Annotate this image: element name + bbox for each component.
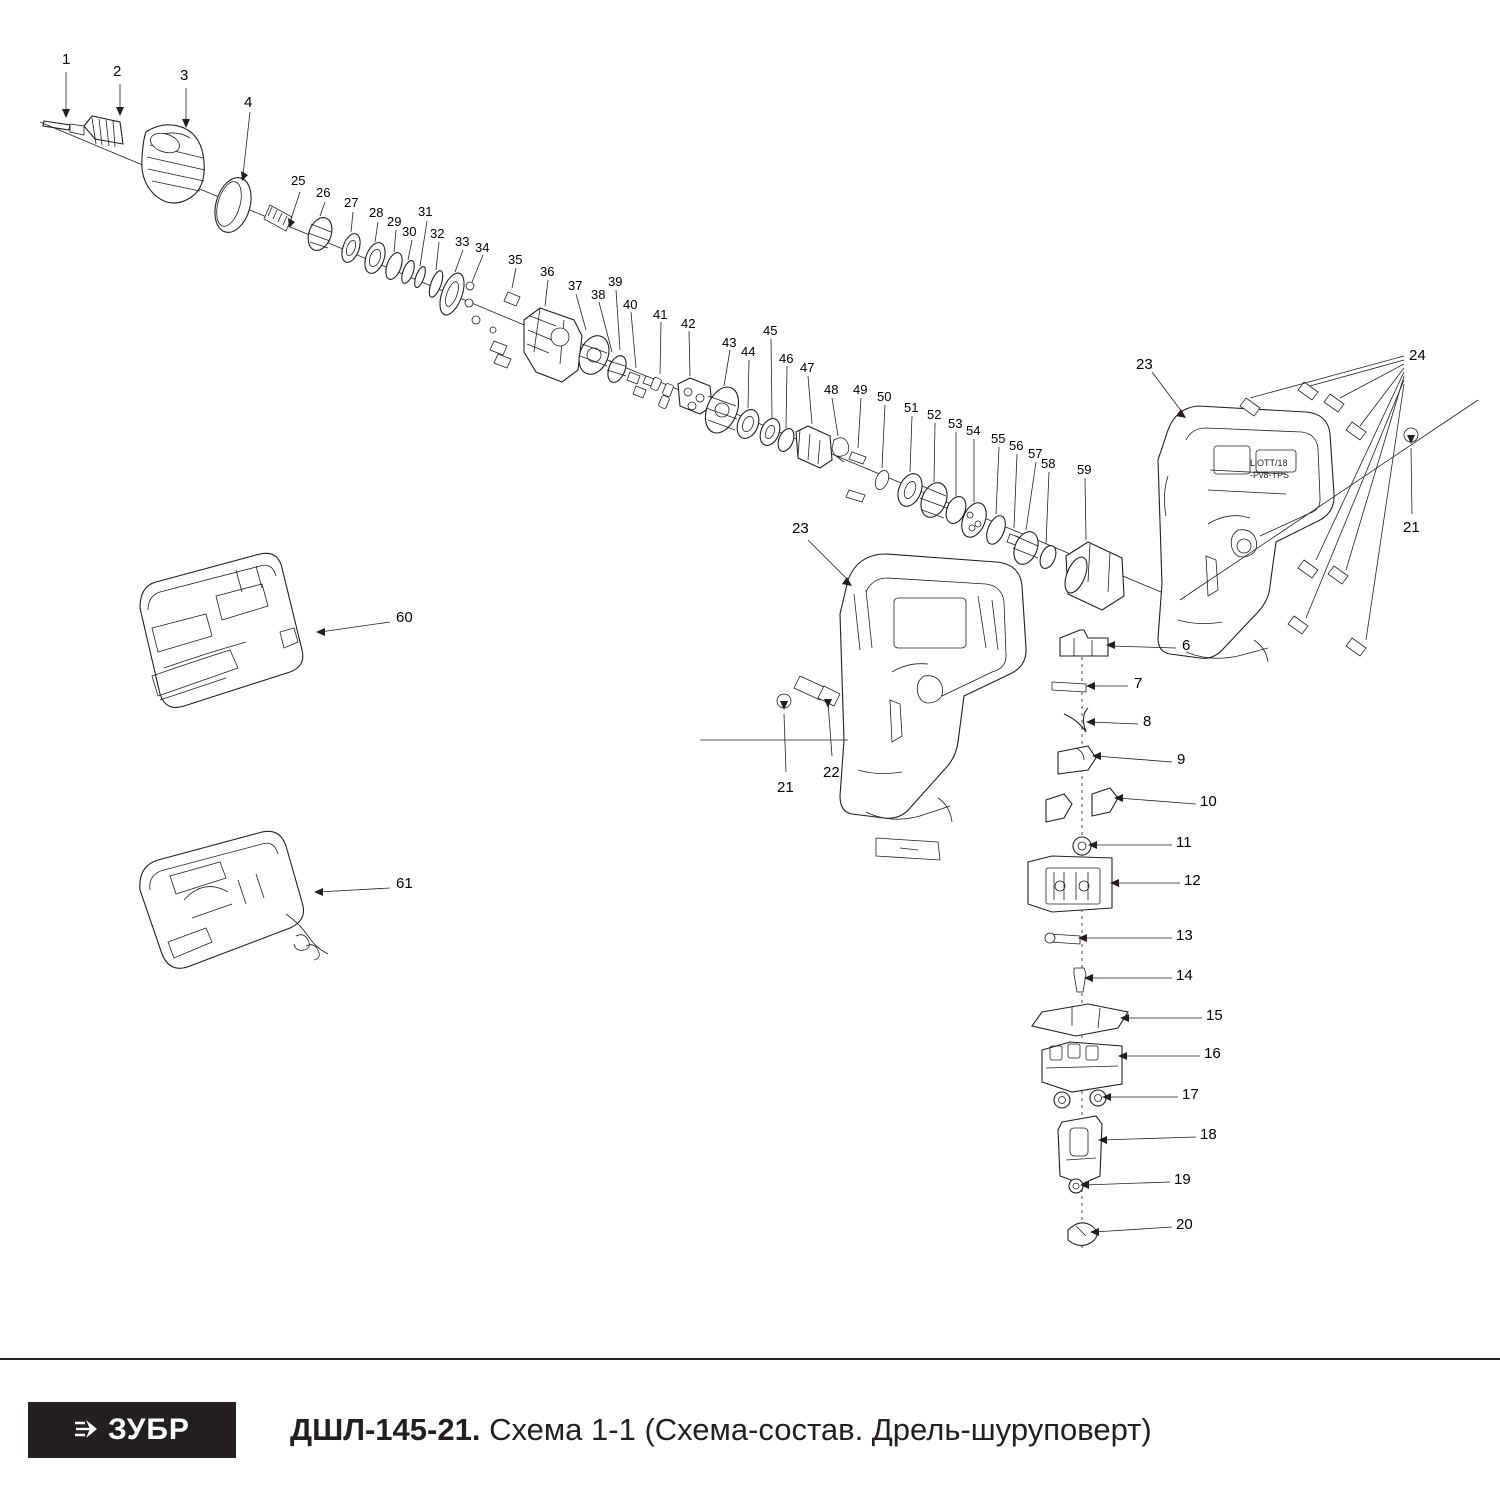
callout-8: 8 <box>1143 713 1152 730</box>
callout-58: 58 <box>1041 456 1056 471</box>
callout-19: 19 <box>1174 1171 1191 1188</box>
callout-32: 32 <box>430 226 445 241</box>
callout-53: 53 <box>948 416 963 431</box>
callout-25: 25 <box>291 173 306 188</box>
callout-49: 49 <box>853 382 868 397</box>
callout-3: 3 <box>180 67 189 84</box>
callout-18: 18 <box>1200 1126 1217 1143</box>
callout-61: 61 <box>396 875 413 892</box>
callout-2: 2 <box>113 63 122 80</box>
callout-17: 17 <box>1182 1086 1199 1103</box>
callout-9: 9 <box>1177 751 1186 768</box>
callout-39: 39 <box>608 274 623 289</box>
callout-15: 15 <box>1206 1007 1223 1024</box>
callout-43: 43 <box>722 335 737 350</box>
callout-21-left: 21 <box>777 779 794 796</box>
callout-40: 40 <box>623 297 638 312</box>
callout-22: 22 <box>823 764 840 781</box>
callout-12: 12 <box>1184 872 1201 889</box>
callout-41: 41 <box>653 307 668 322</box>
callout-31: 31 <box>418 204 433 219</box>
model-number: ДШЛ-145-21. <box>290 1412 481 1447</box>
callout-1: 1 <box>62 51 71 68</box>
callout-33: 33 <box>455 234 470 249</box>
callout-11: 11 <box>1176 834 1192 851</box>
callout-10: 10 <box>1200 793 1217 810</box>
callout-29: 29 <box>387 214 402 229</box>
callout-23-right: 23 <box>1136 356 1153 373</box>
callout-54: 54 <box>966 423 981 438</box>
svg-text:LiOTT/18: LiOTT/18 <box>1250 458 1288 468</box>
callout-52: 52 <box>927 407 942 422</box>
callout-7: 7 <box>1134 675 1143 692</box>
callout-4: 4 <box>244 94 253 111</box>
svg-text:-Pv8-TPS: -Pv8-TPS <box>1250 470 1290 480</box>
callout-42: 42 <box>681 316 696 331</box>
callout-38: 38 <box>591 287 606 302</box>
callout-13: 13 <box>1176 927 1193 944</box>
callout-34: 34 <box>475 240 490 255</box>
callout-47: 47 <box>800 360 815 375</box>
footer-bar <box>0 1360 1500 1500</box>
callout-16: 16 <box>1204 1045 1221 1062</box>
callout-35: 35 <box>508 252 523 267</box>
callout-57: 57 <box>1028 446 1043 461</box>
callout-59: 59 <box>1077 462 1092 477</box>
callout-56: 56 <box>1009 438 1024 453</box>
callout-23-left: 23 <box>792 520 809 537</box>
callout-26: 26 <box>316 185 331 200</box>
arrow-logo-icon <box>74 1417 100 1443</box>
callout-14: 14 <box>1176 967 1193 984</box>
callout-46: 46 <box>779 351 794 366</box>
footer-title <box>290 1412 1152 1448</box>
callout-45: 45 <box>763 323 778 338</box>
callout-48: 48 <box>824 382 839 397</box>
callout-24: 24 <box>1409 347 1426 364</box>
callout-51: 51 <box>904 400 919 415</box>
callout-44: 44 <box>741 344 756 359</box>
callout-50: 50 <box>877 389 892 404</box>
callout-6: 6 <box>1182 637 1191 654</box>
callout-60: 60 <box>396 609 413 626</box>
callout-55: 55 <box>991 431 1006 446</box>
brand-logo <box>28 1402 236 1458</box>
callout-30: 30 <box>402 224 417 239</box>
callout-37: 37 <box>568 278 583 293</box>
callout-21-right: 21 <box>1403 519 1420 536</box>
brand-name: ЗУБР <box>108 1413 190 1446</box>
callout-20: 20 <box>1176 1216 1193 1233</box>
callout-28: 28 <box>369 205 384 220</box>
callout-27: 27 <box>344 195 359 210</box>
schema-subtitle: Схема 1-1 (Схема-состав. Дрель-шуруповерт) <box>489 1412 1152 1447</box>
callout-36: 36 <box>540 264 555 279</box>
